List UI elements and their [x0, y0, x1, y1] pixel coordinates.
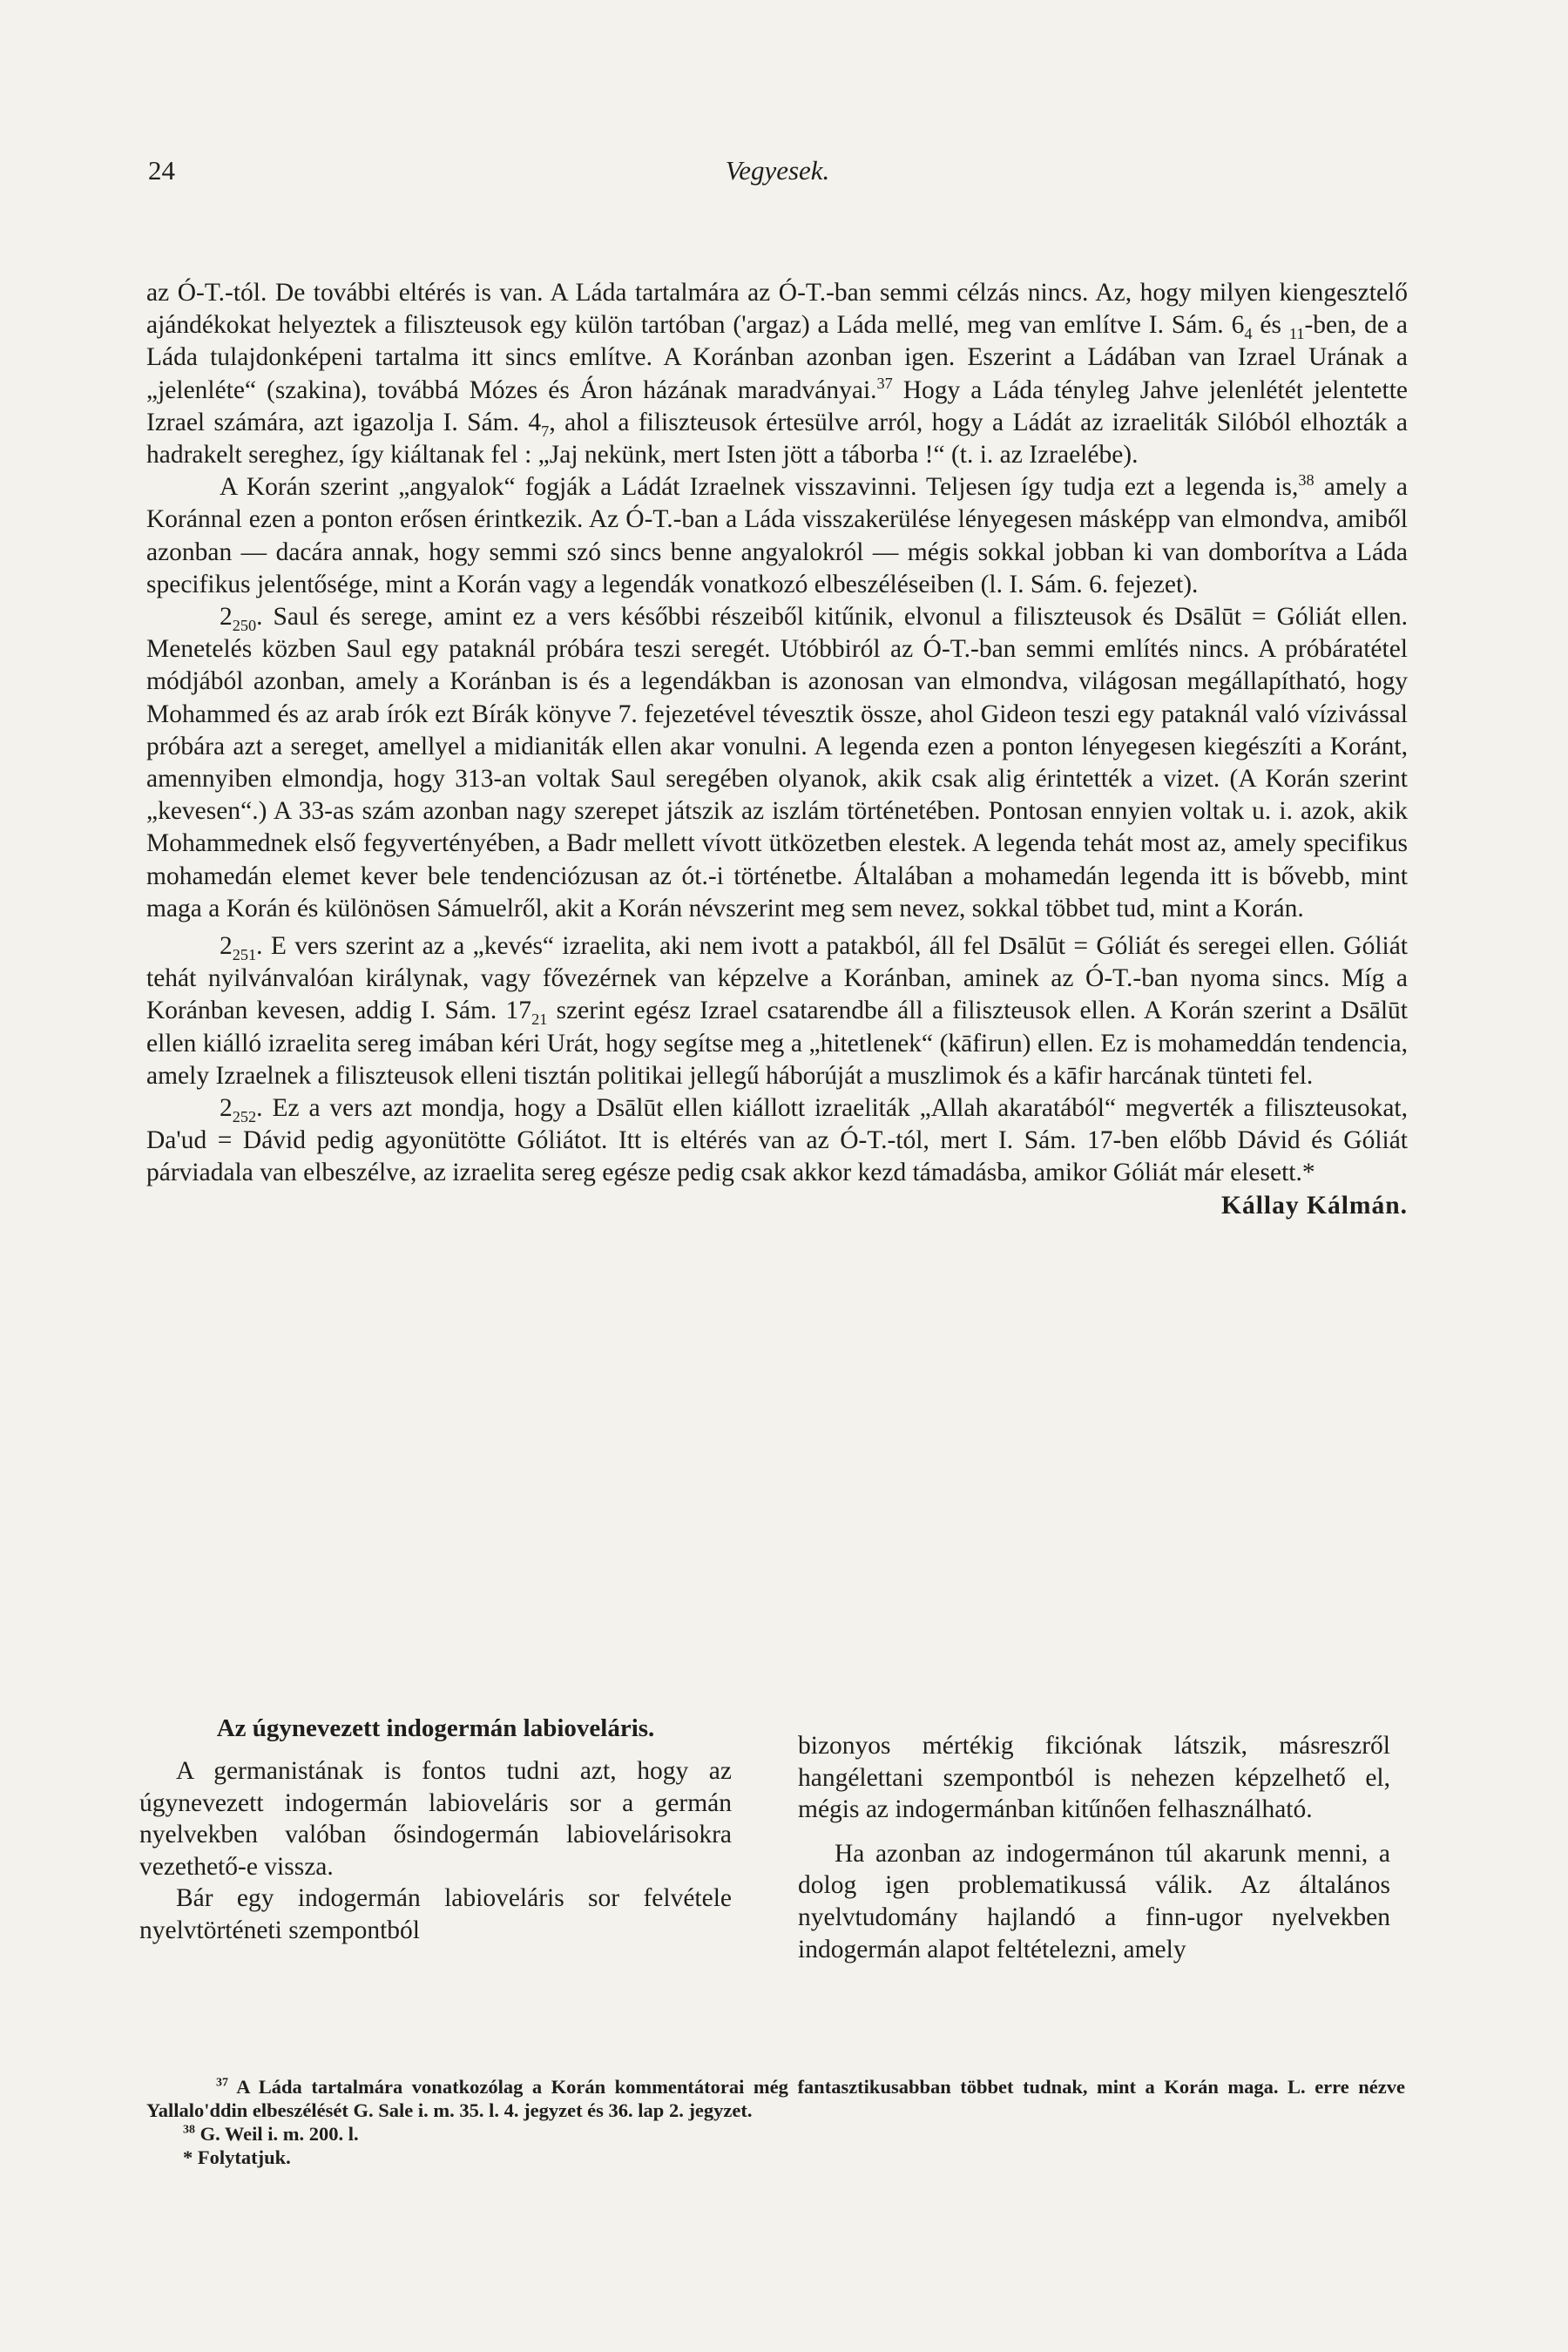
paragraph-1: az Ó-T.-tól. De további eltérés is van. A Láda tartalmára az Ó-T.-ban semmi célzás nincs. Az, hogy milyen kiengesztelő ajándékokat helyeztek a filiszteusok egy külön tartóban ('argaz) a Láda mellé, meg van említve I. Sám. $6_4$ és $_{11}$-ben, de a Láda tulajdonképeni tartalma itt sincs említve. A Koránban azonban igen. Eszerint a Ládában van Izrael Urának a „jelenléte“ (szakina), továbbá Mózes és Áron házának maradványai.$^{37}$ Hogy a Láda tényleg Jahve jelenlétét jelentette Izrael számára, azt igazolja I. Sám. $4_7$, ahol a filiszteusok értesülve arról, hogy a Ládát az izraeliták Silóból elhozták a hadrakelt sereghez, így kiáltanak fel : „Jaj nekünk, mert Isten jött a táborba !“ (t. i. az Izraelébe).	[146, 279, 1408, 470]
footnote-37: $^{37}$ A Láda tartalmára vonatkozólag a Korán kommentátorai még fantasztikusabban többet tudnak, mint a Korán maga. L. erre nézve Yallalo'ddin elbeszélését G. Sale i. m. 35. l. 4. jegyzet és 36. lap 2. jegyzet.	[146, 2076, 1405, 2121]
footnote-ref-38: 38	[1298, 471, 1315, 490]
paragraph-250: $2_{250}$. Saul és serege, amint ez a vers későbbi részeiből kitűnik, elvonul a filiszteusok és Dsālūt = Góliát ellen. Menetelés közben Saul egy pataknál próbára teszi seregét. Utóbbiról az Ó-T.-ban semmi említés nincs. A próbáratétel módjából azonban, amely a Koránban is és a legendákban is azonosan van elmondva, világosan megállapítható, hogy Mohammed és az arab írók ezt Bírák könyve 7. fejezetével tévesztik össze, ahol Gideon teszi egy pataknál való vízivással próbára azt a sereget, amellyel a midianiták ellen akar vonulni. A legenda ezen a ponton lényegesen kiegészíti a Koránt, amennyiben elmondja, hogy 313-an voltak Saul seregében olyanok, akik csak alig érintették a vizet. (A Korán szerint „kevesen“.) A 33-as szám azonban nagy szerepet játszik az iszlám történetében. Pontosan ennyien voltak u. i. azok, akik Mohammednek első fegyvertényében, a Badr mellett vívott ütközetben elestek. A legenda tehát most az, amely specifikus mohamedán elemet kever bele tendenciózusan az ót.-i történetbe. Általában a mohamedán legenda itt is bővebb, mint maga a Korán és különösen Sámuelről, akit a Korán névszerint meg sem nevez, sokkal többet tud, mint a Korán.	[146, 603, 1408, 923]
continuation-note: * Folytatjuk.	[183, 2146, 291, 2168]
running-title: Vegyesek.	[725, 155, 830, 186]
two-column-article	[139, 1714, 1411, 2072]
article-right-column	[798, 1730, 1390, 1965]
article-paragraph: bizonyos mértékig fikciónak látszik, másreszről hangélettani szempontból is nehezen képzelhető el, mégis az indogermánban kitűnően felhasználható.	[798, 1732, 1390, 1824]
paragraph-2: A Korán szerint „angyalok“ fogják a Ládát Izraelnek visszavinni. Teljesen így tudja ezt a legenda is,$^{38}$ amely a Koránnal ezen a ponton erősen érintkezik. Az Ó-T.-ban a Láda visszakerülése lényegesen másképp van elmondva, amiből azonban — dacára annak, hogy semmi szó sincs benne angyalokról — mégis sokkal jobban ki van domborítva a Láda specifikus jelentősége, mint a Korán vagy a legendák vonatkozó elbeszéléseiben (l. I. Sám. 6. fejezet).	[146, 471, 1408, 598]
paragraph-251: $2_{251}$. E vers szerint az a „kevés“ izraelita, aki nem ivott a patakból, áll fel Dsālūt = Góliát és seregei ellen. Góliát tehát nyilvánvalóan királynak, vagy fővezérnek van képzelve a Koránban, aminek az Ó-T.-ban nyoma sincs. Míg a Koránban kevesen, addig I. Sám. $17_{21}$ szerint egész Izrael csatarendbe áll a filiszteusok ellen. A Korán szerint a Dsālūt ellen kiálló izraelita sereg imában kéri Urát, hogy segítse meg a „hitetlenek“ (kāfirun) ellen. Ez is mohameddán tendencia, amely Izraelnek a filiszteusok elleni tisztán politikai jellegű háborúját a muszlimok és a kāfir harcának tünteti fel.	[146, 932, 1408, 1090]
main-text	[146, 277, 1408, 1222]
article-paragraph: Bár egy indogermán labioveláris sor felvétele nyelvtörténeti szempontból	[139, 1884, 732, 1944]
article-title: Az úgynevezett indogermán labioveláris.	[216, 1714, 655, 1742]
footnote-38: $^{38}$ G. Weil i. m. 200. l.	[183, 2123, 359, 2145]
footnote-ref-37: 37	[876, 374, 893, 392]
footnotes	[146, 2075, 1405, 2169]
author-signature: Kállay Kálmán.	[1221, 1191, 1408, 1220]
article-left-column	[139, 1714, 732, 1947]
page-header	[148, 155, 1407, 207]
article-paragraph: Ha azonban az indogermánon túl akarunk menni, a dolog igen problematikussá válik. Az általános nyelvtudomány hajlandó a finn-ugor nyelvekben indogermán alapot feltételezni, amely	[798, 1839, 1390, 1963]
paragraph-252: $2_{252}$. Ez a vers azt mondja, hogy a Dsālūt ellen kiállott izraeliták „Allah akaratából“ megverték a filiszteusokat, Da'ud = Dávid pedig agyonütötte Góliátot. Itt is eltérés van az Ó-T.-tól, mert I. Sám. 17-ben előbb Dávid és Góliát párviadala van elbeszélve, az izraelita sereg egésze pedig csak akkor kezd támadásba, amikor Góliát már elesett.*	[146, 1094, 1408, 1187]
article-paragraph: A germanistának is fontos tudni azt, hogy az úgynevezett indogermán labioveláris sor a germán nyelvekben valóban ősindogermán labiovelárisokra vezethető-e vissza.	[139, 1757, 732, 1881]
page-number: 24	[148, 155, 175, 186]
